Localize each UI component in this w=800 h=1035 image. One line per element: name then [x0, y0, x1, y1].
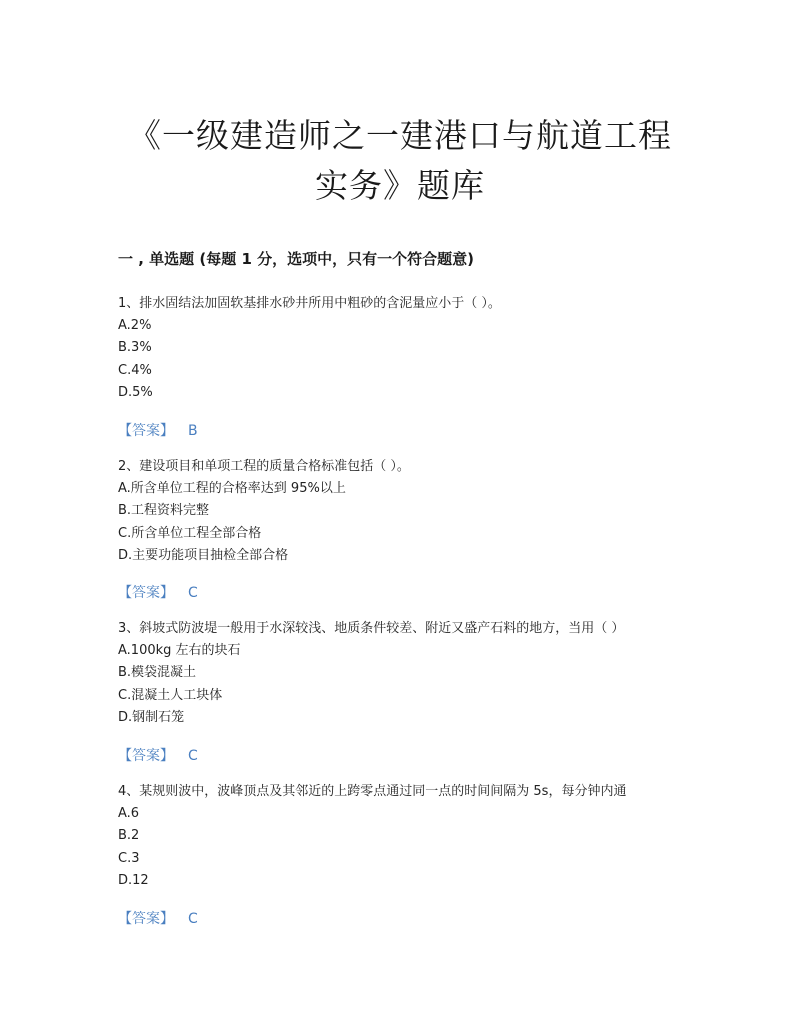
option-d: D.主要功能项目抽检全部合格	[118, 547, 289, 563]
option-b: B.模袋混凝土	[118, 665, 197, 681]
option-d: D.钢制石笼	[118, 709, 185, 725]
option-a: A.100kg 左右的块石	[118, 643, 241, 658]
question-text: 1、排水固结法加固软基排水砂井所用中粗砂的含泥量应小于（ ）。	[118, 296, 501, 311]
answer-label: 【答案】	[118, 911, 174, 927]
question-1	[118, 293, 718, 404]
answer-value: B	[188, 423, 198, 439]
section-heading: 一 , 单选题 (每题 1 分，选项中，只有一个符合题意)	[118, 250, 474, 268]
option-d: D.12	[118, 872, 149, 888]
option-a: A.2%	[118, 318, 152, 333]
option-a: A.所含单位工程的合格率达到 95%以上	[118, 481, 346, 496]
option-c: C.所含单位工程全部合格	[118, 525, 262, 541]
option-b: B.工程资料完整	[118, 503, 210, 519]
option-b: B.3%	[118, 340, 152, 356]
option-c: C.混凝土人工块体	[118, 687, 223, 703]
question-2	[118, 456, 718, 567]
document-title-line2: 实务》题库	[315, 166, 485, 205]
question-text: 4、某规则波中，波峰顶点及其邻近的上跨零点通过同一点的时间间隔为 5s，每分钟内通	[118, 784, 627, 799]
option-c: C.4%	[118, 362, 152, 378]
option-c: C.3	[118, 850, 140, 866]
question-text: 3、斜坡式防波堤一般用于水深较浅、地质条件较差、附近又盛产石料的地方，当用（ ）	[118, 621, 625, 636]
answer-1	[118, 420, 198, 440]
answer-label: 【答案】	[118, 748, 174, 764]
option-a: A.6	[118, 806, 140, 821]
option-b: B.2	[118, 828, 140, 844]
question-4	[118, 781, 718, 892]
question-3	[118, 618, 718, 729]
answer-value: C	[188, 585, 198, 601]
answer-label: 【答案】	[118, 585, 174, 601]
answer-label: 【答案】	[118, 423, 174, 439]
question-text: 2、建设项目和单项工程的质量合格标准包括（ ）。	[118, 459, 410, 474]
answer-4	[118, 908, 198, 928]
answer-2	[118, 582, 198, 602]
document-title-line1: 《一级建造师之一建港口与航道工程	[128, 116, 672, 155]
answer-3	[118, 745, 198, 765]
answer-value: C	[188, 748, 198, 764]
answer-value: C	[188, 911, 198, 927]
option-d: D.5%	[118, 384, 153, 400]
